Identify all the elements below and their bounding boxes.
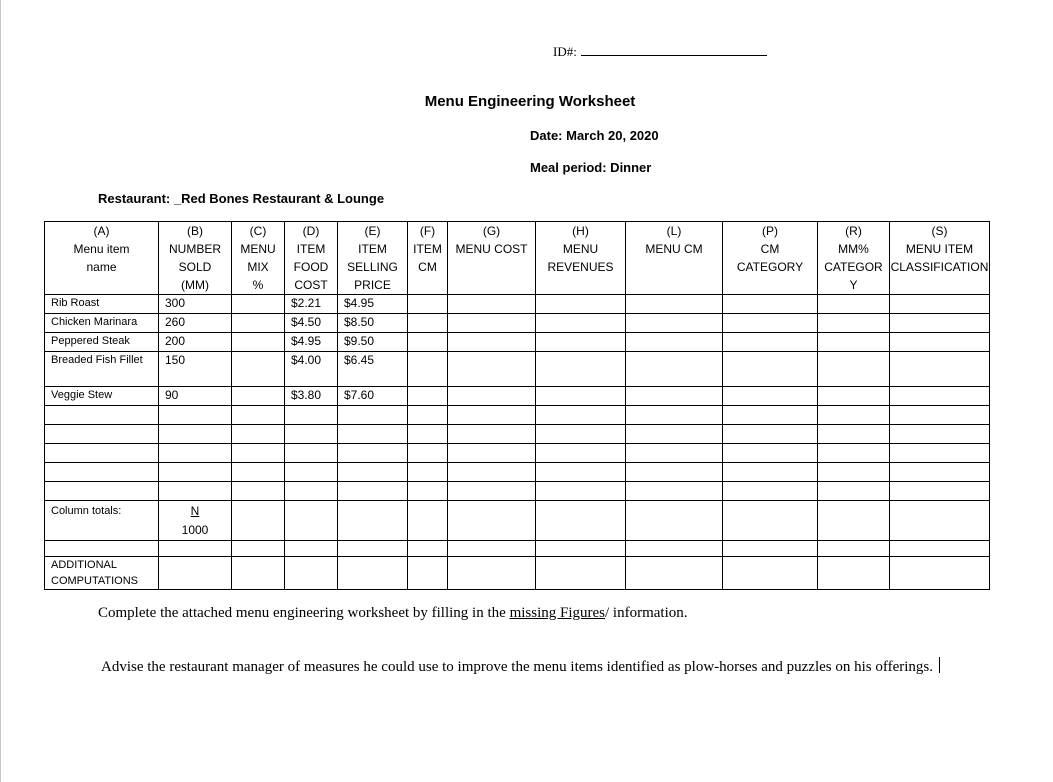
date-line: Date: March 20, 2020	[530, 128, 659, 143]
table-row	[45, 295, 990, 314]
header-col-s: (S) MENU ITEM CLASSIFICATION	[890, 222, 990, 295]
total-n-label: N	[190, 504, 200, 518]
number-sold: 300	[165, 296, 186, 310]
item-name: Peppered Steak	[51, 335, 130, 347]
header-col-l: (L) MENU CM	[626, 222, 723, 295]
header-col-p: (P) CM CATEGORY	[723, 222, 818, 295]
table-row	[45, 314, 990, 333]
item-name: Rib Roast	[51, 297, 100, 309]
menu-engineering-table	[44, 221, 990, 590]
page-left-edge	[0, 0, 1, 782]
id-field	[553, 44, 767, 60]
page-title: Menu Engineering Worksheet	[424, 93, 636, 110]
item-selling-price: $7.60	[344, 388, 375, 402]
number-sold: 90	[165, 388, 179, 402]
item-name: Veggie Stew	[51, 389, 113, 401]
column-totals-row	[45, 501, 990, 541]
instruction-2[interactable]: Advise the restaurant manager of measures he could use to improve the menu items identified as plow-horses and puzzles on his offerings.	[101, 657, 941, 677]
total-n-value: 1000	[181, 523, 209, 537]
column-totals-label: Column totals:	[51, 505, 122, 517]
table-row	[45, 387, 990, 406]
item-selling-price: $9.50	[344, 334, 375, 348]
total-number-sold	[159, 501, 231, 540]
item-food-cost: $4.00	[291, 353, 322, 367]
table-row-empty	[45, 541, 990, 557]
header-col-c: (C) MENU MIX %	[232, 222, 285, 295]
header-col-e: (E) ITEM SELLING PRICE	[338, 222, 408, 295]
item-food-cost: $4.95	[291, 334, 322, 348]
table-row	[45, 352, 990, 387]
table-row-empty	[45, 425, 990, 444]
instruction-1: Complete the attached menu engineering worksheet by filling in the missing Figures/ information.	[98, 605, 688, 621]
header-col-a: (A) Menu item name	[45, 222, 159, 295]
text-cursor	[939, 657, 940, 673]
number-sold: 260	[165, 315, 186, 329]
meal-period-line: Meal period: Dinner	[530, 160, 652, 175]
table-row-empty	[45, 482, 990, 501]
id-label: ID#:	[553, 44, 577, 59]
header-col-b: (B) NUMBER SOLD (MM)	[159, 222, 232, 295]
restaurant-line: Restaurant: _Red Bones Restaurant & Lounge	[98, 191, 385, 206]
additional-computations-row	[45, 557, 990, 590]
item-food-cost: $2.21	[291, 296, 322, 310]
number-sold: 150	[165, 353, 186, 367]
item-selling-price: $4.95	[344, 296, 375, 310]
item-name: Chicken Marinara	[51, 316, 138, 328]
header-col-d: (D) ITEM FOOD COST	[285, 222, 338, 295]
item-food-cost: $3.80	[291, 388, 322, 402]
table-row-empty	[45, 444, 990, 463]
header-row	[45, 222, 990, 295]
header-col-h: (H) MENU REVENUES	[536, 222, 626, 295]
item-food-cost: $4.50	[291, 315, 322, 329]
header-col-r: (R) MM% CATEGOR Y	[818, 222, 890, 295]
table-row-empty	[45, 406, 990, 425]
item-selling-price: $6.45	[344, 353, 375, 367]
id-blank-line[interactable]	[581, 45, 767, 56]
number-sold: 200	[165, 334, 186, 348]
table-row-empty	[45, 463, 990, 482]
item-selling-price: $8.50	[344, 315, 375, 329]
additional-computations-label: ADDITIONAL COMPUTATIONS	[51, 559, 138, 587]
header-col-f: (F) ITEM CM	[408, 222, 448, 295]
table-row	[45, 333, 990, 352]
header-col-g: (G) MENU COST	[448, 222, 536, 295]
item-name: Breaded Fish Fillet	[51, 354, 143, 366]
